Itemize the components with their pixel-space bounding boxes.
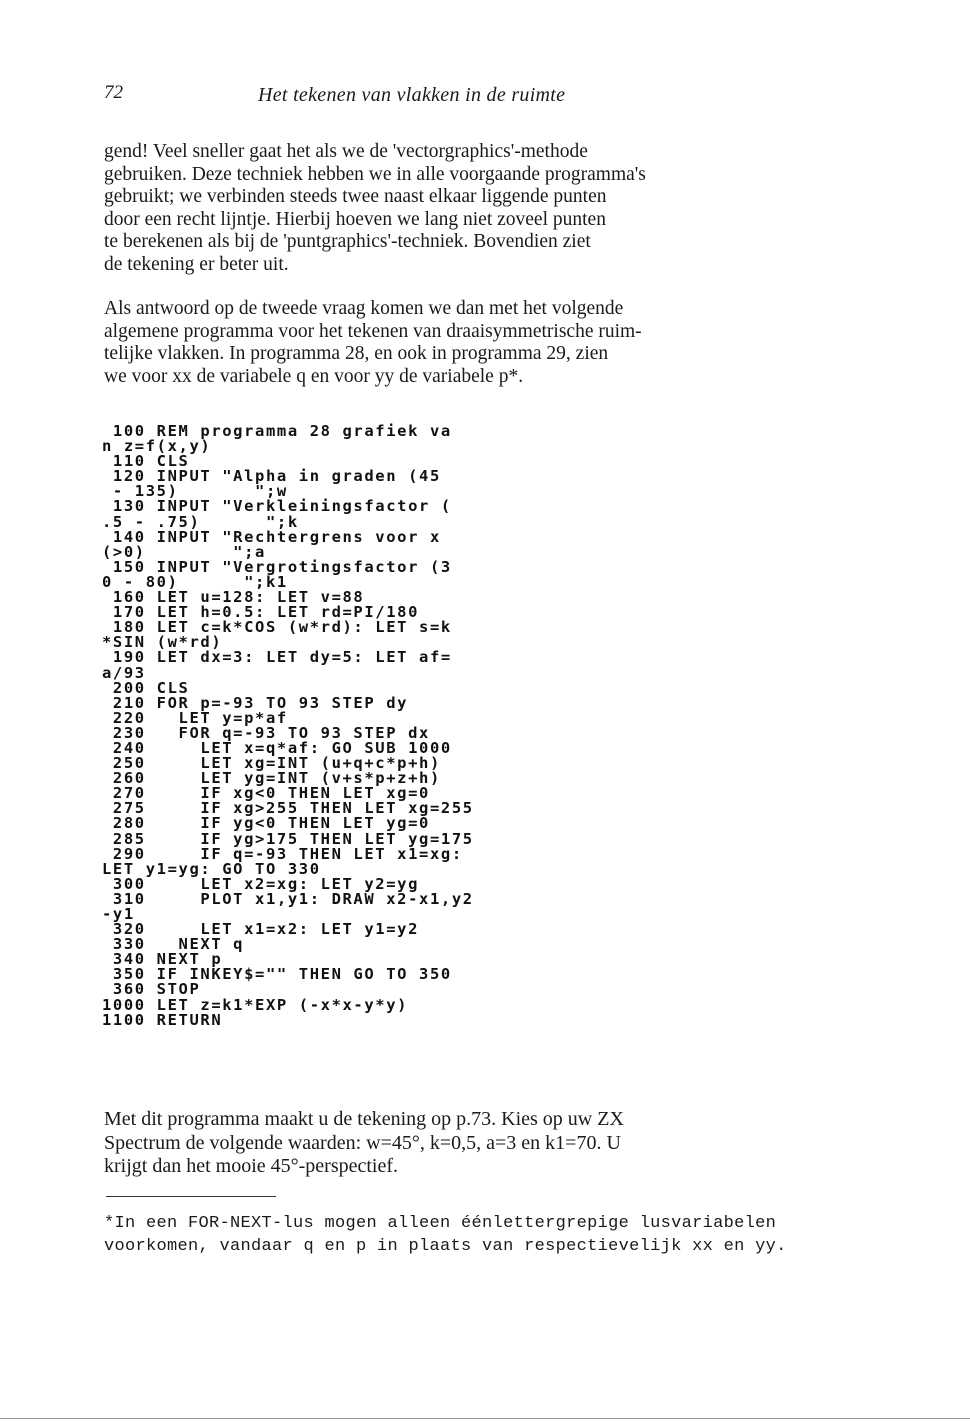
body-paragraph-3: Met dit programma maakt u de tekening op p.73. Kies op uw ZX Spectrum de volgende waarden: w=45°, k=0,5, a=3 en k1=70. U krijgt dan het mooie 45°-perspectief. (104, 1108, 624, 1177)
running-title: Het tekenen van vlakken in de ruimte (258, 84, 566, 106)
page-number: 72 (104, 82, 123, 103)
body-paragraph-2: Als antwoord op de tweede vraag komen we dan met het volgende algemene programma voor het tekenen van draaisymmetrische ruim- telijke vlakken. In programma 28, en ook in programma 29, zien we voor xx de variabele q en voor yy de variabele p*. (104, 298, 642, 387)
program-listing: 100 REM programma 28 grafiek va n z=f(x,y) 110 CLS 120 INPUT "Alpha in graden (45 - 135) ";w 130 INPUT "Verkleiningsfactor ( .5 - .75) ";k 140 INPUT "Rechtergrens voor x (>0) ";a 150 INPUT "Vergrotingsfactor (3 0 - 80) ";k1 160 LET u=128: LET v=88 170 LET h=0.5: LET rd=PI/180 180 LET c=k*COS (w*rd): LET s=k *SIN (w*rd) 190 LET dx=3: LET dy=5: LET af= a/93 200 CLS 210 FOR p=-93 TO 93 STEP dy 220 LET y=p*af 230 FOR q=-93 TO 93 STEP dx 240 LET x=q*af: GO SUB 1000 250 LET xg=INT (u+q+c*p+h) 260 LET yg=INT (v+s*p+z+h) 270 IF xg<0 THEN LET xg=0 275 IF xg>255 THEN LET xg=255 280 IF yg<0 THEN LET yg=0 285 IF yg>175 THEN LET yg=175 290 IF q=-93 THEN LET x1=xg: LET y1=yg: GO TO 330 300 LET x2=xg: LET y2=yg 310 PLOT x1,y1: DRAW x2-x1,y2 -y1 320 LET x1=x2: LET y1=y2 330 NEXT q 340 NEXT p 350 IF INKEY$="" THEN GO TO 350 360 STOP 1000 LET z=k1*EXP (-x*x-y*y) 1100 RETURN (102, 422, 474, 1029)
footnote-rule (106, 1196, 276, 1197)
scan-edge-line (0, 1418, 970, 1419)
body-paragraph-1: gend! Veel sneller gaat het als we de 'vectorgraphics'-methode gebruiken. Deze techniek hebben we in alle voorgaande programma's gebruikt; we verbinden steeds twee naast elkaar liggende punten door een recht lijntje. Hierbij hoeven we lang niet zoveel punten te berekenen als bij de 'puntgraphics'-techniek. Bovendien ziet de tekening er beter uit. (104, 141, 646, 275)
footnote: *In een FOR-NEXT-lus mogen alleen éénlettergrepige lusvariabelen voorkomen, vandaar q en p in plaats van respectievelijk xx en yy. (104, 1214, 787, 1256)
